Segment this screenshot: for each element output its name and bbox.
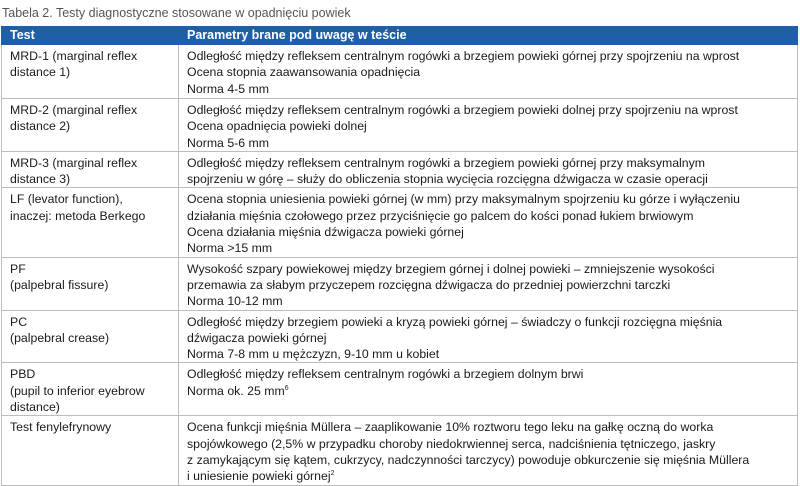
test-line: PBD xyxy=(10,367,36,382)
params-line: dźwigacza powieki górnej xyxy=(187,330,327,345)
test-line: (palpebral crease) xyxy=(10,330,110,345)
params-cell xyxy=(179,310,798,363)
test-cell xyxy=(2,363,179,416)
params-line: Norma 7-8 mm u mężczyzn, 9-10 mm u kobiet xyxy=(187,347,440,362)
footnote-ref: 2 xyxy=(330,470,335,478)
test-line: distance 1) xyxy=(10,65,71,80)
params-line: spojówkowego (2,5% w przypadku choroby niedokrwiennej serca, nadciśnienia tętniczego, jaskry xyxy=(187,436,716,451)
header-parameters: Parametry brane pod uwagę w teście xyxy=(179,27,798,45)
table-header-row xyxy=(2,27,798,45)
params-line: Ocena stopnia zaawansowania opadnięcia xyxy=(187,65,421,80)
params-cell xyxy=(179,416,798,485)
test-cell xyxy=(2,151,179,188)
table-row xyxy=(2,151,798,188)
params-line: działania mięśnia czołowego przez przyciśnięcie go palcem do kości ponad łukiem brwiowym xyxy=(187,208,694,223)
test-line: (palpebral fissure) xyxy=(10,277,109,292)
table-row xyxy=(2,363,798,416)
params-line: Ocena opadnięcia powieki dolnej xyxy=(187,119,367,134)
params-cell xyxy=(179,363,798,416)
test-line: distance 2) xyxy=(10,119,71,134)
params-cell xyxy=(179,45,798,99)
params-line: Norma 10-12 mm xyxy=(187,294,283,309)
test-cell xyxy=(2,188,179,257)
footnote-ref: 6 xyxy=(284,384,289,392)
params-line: Norma 5-6 mm xyxy=(187,135,269,150)
params-cell xyxy=(179,151,798,188)
table-row xyxy=(2,99,798,152)
table-row xyxy=(2,310,798,363)
table-row xyxy=(2,416,798,485)
params-text: i uniesienie powieki górnej xyxy=(187,469,331,484)
header-test: Test xyxy=(2,27,179,45)
params-text: Norma ok. 25 mm xyxy=(187,383,285,398)
test-cell xyxy=(2,310,179,363)
params-line: Norma 4-5 mm xyxy=(187,81,269,96)
params-line: Ocena funkcji mięśnia Müllera – zaaplikowanie 10% roztworu tego leku na gałkę oczną do worka xyxy=(187,420,714,435)
params-cell xyxy=(179,188,798,257)
table-caption: Tabela 2. Testy diagnostyczne stosowane w opadnięciu powiek xyxy=(2,6,351,20)
params-cell xyxy=(179,257,798,310)
params-line: Odległość między refleksem centralnym rogówki a brzegiem dolnym brwi xyxy=(187,367,584,382)
params-line: Norma >15 mm xyxy=(187,241,273,256)
test-line: MRD-2 (marginal reflex xyxy=(10,103,138,117)
params-line: Ocena działania mięśnia dźwigacza powieki górnej xyxy=(187,225,464,240)
table-row xyxy=(2,45,798,99)
test-line: distance 3) xyxy=(10,172,71,187)
params-line: Ocena stopnia uniesienia powieki górnej (w mm) przy maksymalnym spojrzeniu ku górze i wyłączeniu xyxy=(187,192,740,207)
params-line: z zamykającym się kątem, cukrzycy, nadczynności tarczycy) powoduje obkurczenie się mięśnia Müllera xyxy=(187,452,750,467)
params-cell xyxy=(179,99,798,152)
test-line: MRD-3 (marginal reflex xyxy=(10,155,138,170)
test-line: MRD-1 (marginal reflex xyxy=(10,49,138,63)
test-line: PF xyxy=(10,261,26,276)
params-line: Wysokość szpary powiekowej między brzegiem górnej i dolnej powieki – zmniejszenie wysokości xyxy=(187,261,715,276)
test-cell xyxy=(2,416,179,485)
test-cell xyxy=(2,45,179,99)
test-cell xyxy=(2,257,179,310)
test-line: PC xyxy=(10,314,28,329)
test-line: Test fenylefrynowy xyxy=(10,420,112,435)
test-line: inaczej: metoda Berkego xyxy=(10,208,146,223)
test-line: distance) xyxy=(10,400,60,415)
test-line: LF (levator function), xyxy=(10,192,123,207)
params-line xyxy=(187,383,793,399)
params-line xyxy=(187,468,793,484)
params-line: Odległość między refleksem centralnym rogówki a brzegiem powieki górnej przy maksymalnym xyxy=(187,155,706,170)
params-line: Odległość między brzegiem powieki a kryzą powieki górnej – świadczy o funkcji rozcięgna mięśnia xyxy=(187,314,723,329)
params-line: przemawia za słabym przyczepem rozcięgna dźwigacza do przedniej powierzchni tarczki xyxy=(187,277,671,292)
params-line: Odległość między refleksem centralnym rogówki a brzegiem powieki górnej przy spojrzeniu na wprost xyxy=(187,49,740,63)
params-line: spojrzeniu w górę – służy do obliczenia stopnia wycięcia rozcięgna dźwigacza w czasie operacji xyxy=(187,172,708,187)
test-cell xyxy=(2,99,179,152)
params-line: Odległość między refleksem centralnym rogówki a brzegiem powieki dolnej przy spojrzeniu na wprost xyxy=(187,103,738,117)
test-line: (pupil to inferior eyebrow xyxy=(10,383,145,398)
diagnostic-tests-table xyxy=(1,26,798,486)
table-row xyxy=(2,188,798,257)
table-row xyxy=(2,257,798,310)
